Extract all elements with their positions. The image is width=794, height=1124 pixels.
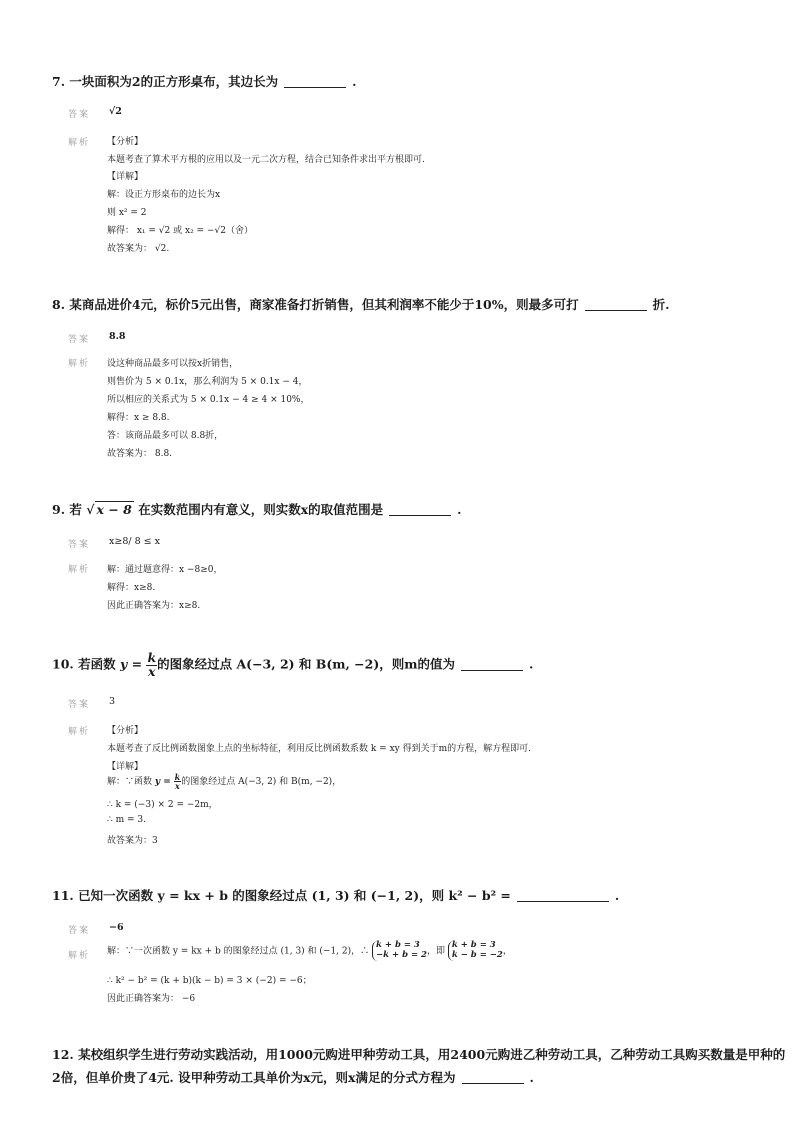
equation-system-2 (448, 941, 503, 961)
equation: k + b = 3 (451, 940, 496, 950)
answer-blank[interactable] (284, 87, 346, 88)
question-text: 已知一次函数 y = kx + b 的图象经过点 (1, 3) 和 (−1, 2)，则 k² − b² = (78, 888, 511, 903)
analysis-line (107, 941, 512, 961)
question-end: . (352, 74, 357, 89)
analysis-line: 因此正确答案为： −6 (107, 994, 196, 1004)
answer-value: −6 (109, 922, 124, 933)
analysis-line: 【分析】 (107, 726, 144, 736)
question-9 (52, 500, 462, 518)
fraction-denominator: x (148, 663, 156, 679)
question-number: 7. (52, 74, 66, 89)
analysis-line: 【分析】 (107, 137, 144, 147)
question-text: 2倍，但单价贵了4元. 设甲种劳动工具单价为x元，则x满足的分式方程为 (52, 1070, 456, 1085)
analysis-line: ∴ k = (−3) × 2 = −2m， (107, 800, 218, 810)
fraction-k-over-x (146, 652, 157, 678)
question-10 (52, 652, 533, 678)
answer-label: 答案 (68, 700, 91, 710)
question-12-line-2 (52, 1068, 534, 1086)
question-8 (52, 295, 669, 313)
answer-blank[interactable] (461, 670, 523, 671)
sqrt-expression: √ x − 8 (86, 502, 132, 517)
answer-label: 答案 (68, 335, 91, 345)
analysis-line: 解得： x₁ = √2 或 x₂ = −√2（舍） (107, 226, 253, 236)
equation-system-1 (372, 941, 427, 961)
answer-blank[interactable] (585, 310, 647, 311)
analysis-line: 解：设正方形桌布的边长为x (107, 190, 221, 200)
analysis-label: 解析 (68, 138, 91, 148)
question-7 (52, 72, 356, 90)
line-text: 解：∵一次函数 y = kx + b 的图象经过点 (1, 3) 和 (−1, 2)，∴ (107, 946, 370, 957)
answer-value: 8.8 (109, 331, 126, 342)
question-text: 一块面积为2的正方形桌布，其边长为 (69, 74, 279, 89)
equation: k − b = −2 (451, 949, 503, 960)
analysis-label: 解析 (68, 727, 91, 737)
question-text: 若 (69, 502, 82, 517)
analysis-line: 故答案为： √2. (107, 244, 170, 254)
question-end: . (457, 502, 462, 517)
radicand: x − 8 (96, 502, 132, 517)
function-lhs: y = (119, 656, 143, 672)
analysis-line: 解得：x≥8. (107, 583, 156, 593)
question-number: 11. (52, 888, 74, 903)
answer-label: 答案 (68, 110, 91, 120)
analysis-line: 【详解】 (107, 172, 144, 182)
analysis-line: 解：通过题意得：x −8≥0， (107, 565, 223, 575)
analysis-label: 解析 (68, 951, 91, 961)
question-text: 若函数 (78, 656, 116, 672)
line-text: 解：∵函数 (107, 777, 153, 787)
answer-value: x≥8/ 8 ≤ x (109, 536, 160, 547)
function-lhs: y = (154, 777, 171, 787)
question-end: . (529, 1070, 534, 1085)
analysis-line: 故答案为： 8.8. (107, 449, 173, 459)
fraction-numerator: k (174, 772, 181, 782)
analysis-line: 故答案为：3 (107, 836, 158, 846)
answer-blank[interactable] (517, 901, 609, 902)
question-text: 在实数范围内有意义，则实数x的取值范围是 (138, 502, 384, 517)
line-text: ，即 (426, 946, 445, 957)
analysis-line: 解得：x ≥ 8.8. (107, 413, 170, 423)
answer-blank[interactable] (462, 1083, 524, 1084)
equation: k + b = 3 (376, 940, 420, 950)
answer-label: 答案 (68, 926, 91, 936)
analysis-label: 解析 (68, 359, 91, 369)
answer-blank[interactable] (389, 515, 451, 516)
line-text: ， (502, 946, 512, 957)
answer-value: √2 (109, 106, 122, 117)
analysis-line: ∴ k² − b² = (k + b)(k − b) = 3 × (−2) = −6； (107, 976, 312, 986)
equation: −k + b = 2 (376, 949, 427, 960)
question-text: 的图象经过点 A(−3, 2) 和 B(m, −2)，则m的值为 (157, 656, 455, 672)
question-text: 某商品进价4元，标价5元出售，商家准备打折销售，但其利润率不能少于10%，则最多可打 (69, 297, 579, 312)
analysis-line: 本题考查了反比例函数图象上点的坐标特征，利用反比例函数系数 k = xy 得到关于m的方程，解方程即可. (107, 744, 531, 754)
answer-label: 答案 (68, 540, 91, 550)
question-end: . (529, 656, 534, 672)
analysis-line: 则 x² = 2 (107, 208, 147, 218)
analysis-line: 答：该商品最多可以 8.8折， (107, 431, 224, 441)
analysis-line: 本题考查了算术平方根的应用以及一元二次方程，结合已知条件求出平方根即可. (107, 155, 425, 165)
question-number: 8. (52, 297, 66, 312)
question-12 (52, 1045, 785, 1063)
question-number: 12. (52, 1047, 74, 1062)
answer-value: 3 (109, 696, 116, 707)
analysis-line: 则售价为 5 × 0.1x，那么利润为 5 × 0.1x − 4， (107, 377, 308, 387)
fraction-denominator: x (175, 781, 180, 791)
question-number: 10. (52, 656, 74, 672)
analysis-line: 因此正确答案为：x≥8. (107, 601, 201, 611)
analysis-line (107, 773, 341, 790)
analysis-line: 所以相应的关系式为 5 × 0.1x − 4 ≥ 4 × 10%， (107, 395, 310, 405)
line-text: 的图象经过点 A(−3, 2) 和 B(m, −2)， (181, 777, 342, 787)
analysis-line: 【详解】 (107, 762, 144, 772)
question-end: . (614, 888, 620, 903)
question-end: 折. (652, 297, 670, 312)
question-text: 某校组织学生进行劳动实践活动，用1000元购进甲种劳动工具，用2400元购进乙种劳动工具，乙种劳动工具购买数量是甲种的 (78, 1047, 786, 1062)
question-11 (52, 886, 619, 904)
analysis-label: 解析 (68, 565, 91, 575)
question-number: 9. (52, 502, 66, 517)
analysis-line: 设这种商品最多可以按x折销售， (107, 359, 239, 369)
fraction-numerator: k (147, 650, 157, 665)
analysis-line: ∴ m = 3. (107, 815, 146, 825)
